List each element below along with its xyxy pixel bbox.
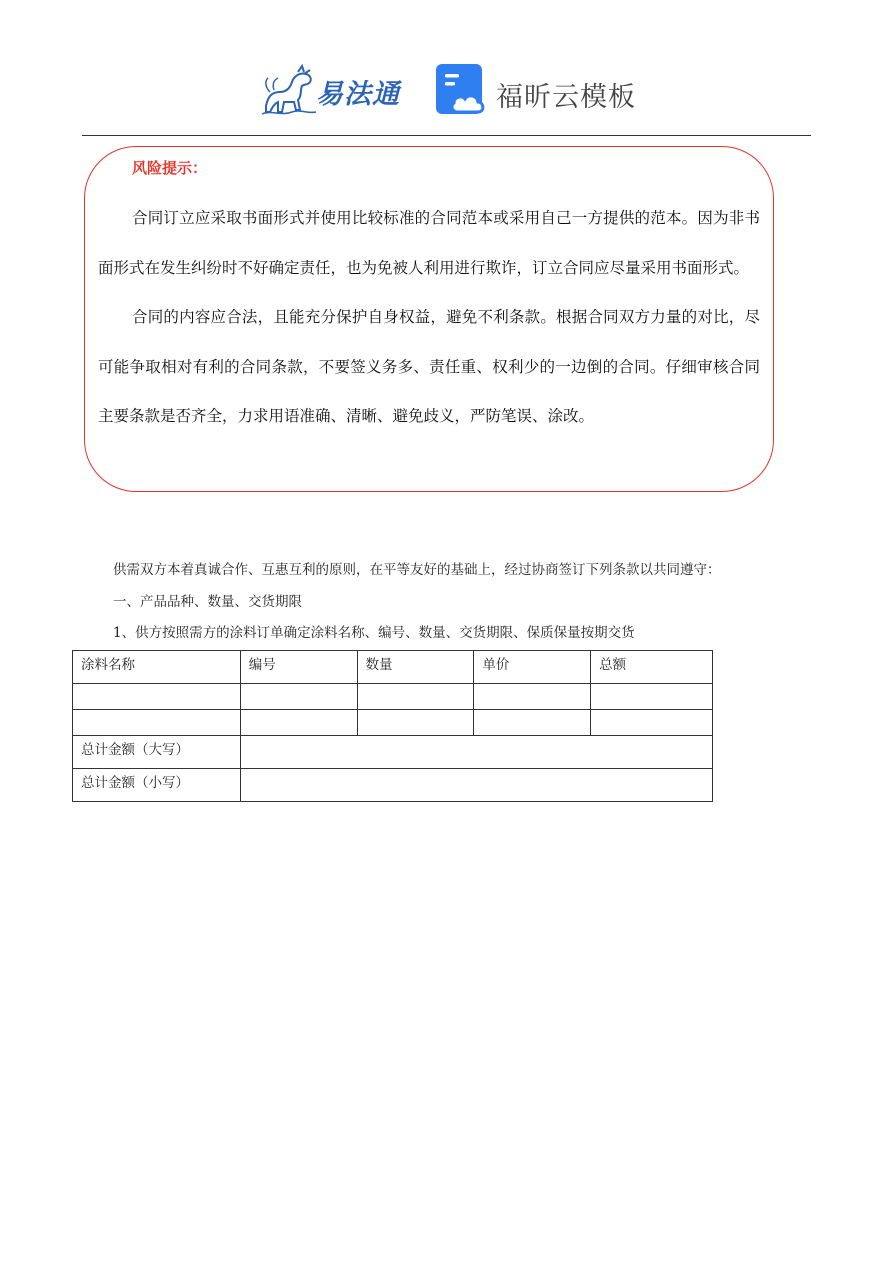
total-lower-value[interactable] xyxy=(240,769,712,802)
header-logos xyxy=(258,60,638,122)
risk-notice-body xyxy=(98,194,760,442)
total-lower-row xyxy=(73,769,713,802)
table-row xyxy=(73,684,713,710)
yifatong-logo-text: 易法通 xyxy=(316,79,400,110)
table-cell[interactable] xyxy=(474,684,591,710)
table-cell[interactable] xyxy=(73,684,241,710)
contract-intro: 供需双方本着真诚合作、互惠互利的原则，在平等友好的基础上，经过协商签订下列条款以共同遵守： xyxy=(113,562,721,578)
table-cell[interactable] xyxy=(240,684,357,710)
table-header-row xyxy=(73,651,713,684)
table-row xyxy=(73,710,713,736)
goods-table xyxy=(72,650,713,802)
risk-notice-title: 风险提示： xyxy=(132,159,208,177)
table-cell[interactable] xyxy=(591,684,713,710)
total-upper-label: 总计金额（大写） xyxy=(73,736,241,769)
risk-notice-paragraph: 合同订立应采取书面形式并使用比较标准的合同范本或采用自己一方提供的范本。因为非书面形式在发生纠纷时不好确定责任，也为免被人利用进行欺诈，订立合同应尽量采用书面形式。 xyxy=(98,209,760,277)
foxit-template-logo-text: 福昕云模板 xyxy=(496,82,636,113)
table-cell[interactable] xyxy=(474,710,591,736)
header-code: 编号 xyxy=(240,651,357,684)
risk-notice-paragraph: 合同的内容应合法，且能充分保护自身权益，避免不利条款。根据合同双方力量的对比，尽可能争取相对有利的合同条款，不要签义务多、责任重、权利少的一边倒的合同。仔细审核合同主要条款是否齐全，力求用语准确、清晰、避免歧义，严防笔误、涂改。 xyxy=(98,308,760,425)
foxit-template-logo xyxy=(436,64,636,120)
total-upper-row xyxy=(73,736,713,769)
qilin-logo-icon xyxy=(258,62,318,118)
header-quantity: 数量 xyxy=(357,651,474,684)
header-total: 总额 xyxy=(591,651,713,684)
table-cell[interactable] xyxy=(357,710,474,736)
section-1-title: 一、产品品种、数量、交货期限 xyxy=(113,594,302,610)
header-divider xyxy=(82,135,811,136)
table-cell[interactable] xyxy=(73,710,241,736)
clause-1: 1、供方按照需方的涂料订单确定涂料名称、编号、数量、交货期限、保质保量按期交货 xyxy=(113,625,635,641)
table-cell[interactable] xyxy=(240,710,357,736)
yifatong-logo xyxy=(258,60,418,122)
total-upper-value[interactable] xyxy=(240,736,712,769)
header-coating-name: 涂料名称 xyxy=(73,651,241,684)
header-unit-price: 单价 xyxy=(474,651,591,684)
total-lower-label: 总计金额（小写） xyxy=(73,769,241,802)
cloud-document-icon xyxy=(436,64,488,118)
table-cell[interactable] xyxy=(591,710,713,736)
table-cell[interactable] xyxy=(357,684,474,710)
